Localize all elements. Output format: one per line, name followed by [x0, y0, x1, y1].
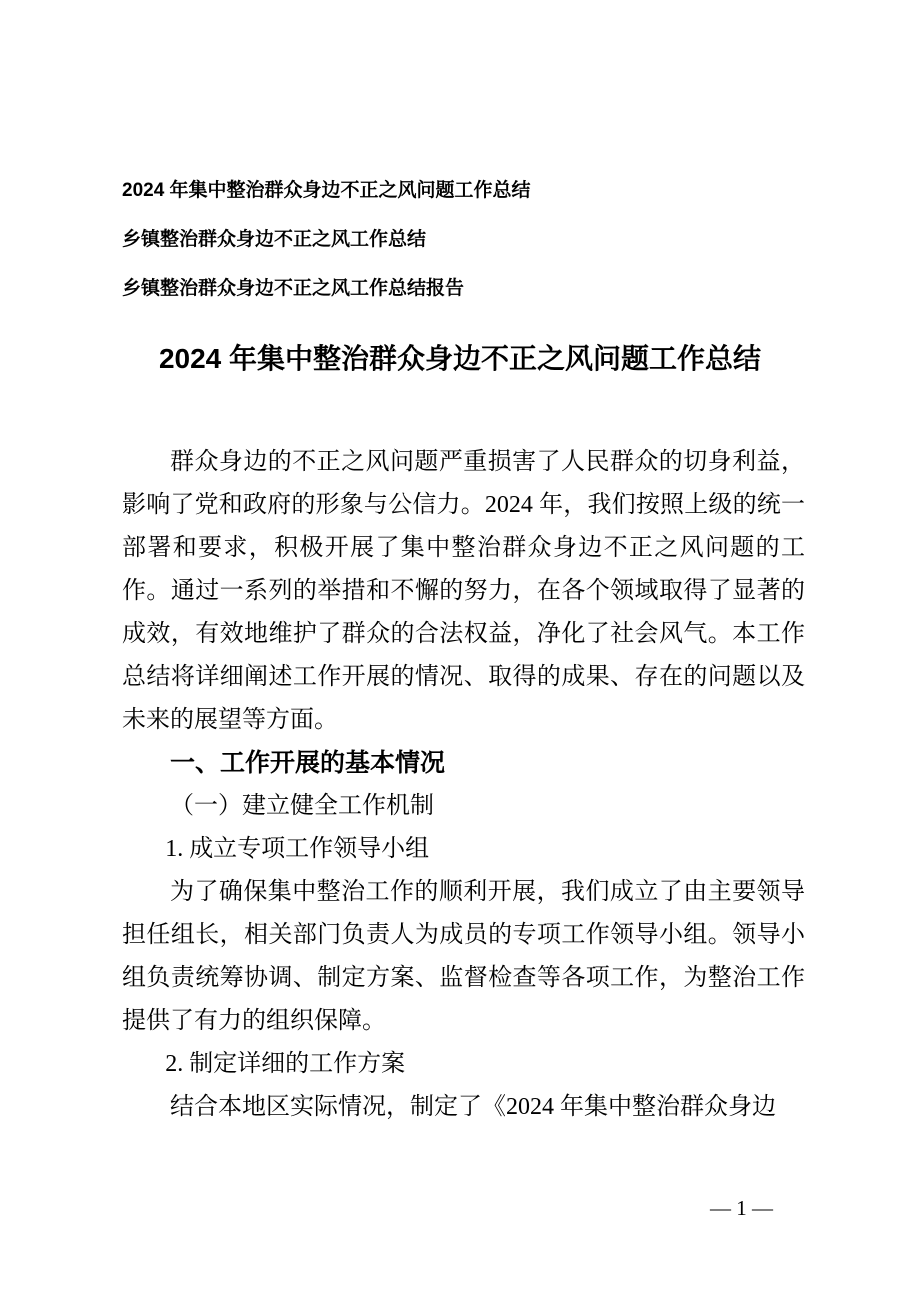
item2-heading: 2. 制定详细的工作方案 — [165, 1051, 406, 1077]
keyword-header-2: 乡镇整治群众身边不正之风工作总结 — [122, 229, 427, 250]
keyword-header-3: 乡镇整治群众身边不正之风工作总结报告 — [122, 278, 465, 299]
keyword-header-1: 2024 年集中整治群众身边不正之风问题工作总结 — [122, 180, 531, 201]
item1-paragraph: 为了确保集中整治工作的顺利开展，我们成立了由主要领导担任组长，相关部门负责人为成员的专项工作领导小组。领导小组负责统筹协调、制定方案、监督检查等各项工作，为整治工作提供了有力的组织保障。 — [122, 879, 805, 1034]
keyword-headers — [0, 0, 920, 313]
section-heading: 一、工作开展的基本情况 — [170, 749, 446, 777]
subsection-heading: （一）建立健全工作机制 — [170, 793, 434, 819]
page-number: — 1 — — [710, 1196, 773, 1220]
item2-paragraph: 结合本地区实际情况，制定了《2024 年集中整治群众身边 — [170, 1094, 776, 1120]
item1-heading: 1. 成立专项工作领导小组 — [165, 836, 430, 862]
document-title: 2024 年集中整治群众身边不正之风问题工作总结 — [158, 343, 762, 374]
document-body — [122, 441, 805, 1129]
intro-paragraph: 群众身边的不正之风问题严重损害了人民群众的切身利益，影响了党和政府的形象与公信力。2024 年，我们按照上级的统一部署和要求，积极开展了集中整治群众身边不正之风问题的工作。通过一系列的举措和不懈的努力，在各个领域取得了显著的成效，有效地维护了群众的合法权益，净化了社会风气。本工作总结将详细阐述工作开展的情况、取得的成果、存在的问题以及未来的展望等方面。 — [122, 449, 805, 733]
